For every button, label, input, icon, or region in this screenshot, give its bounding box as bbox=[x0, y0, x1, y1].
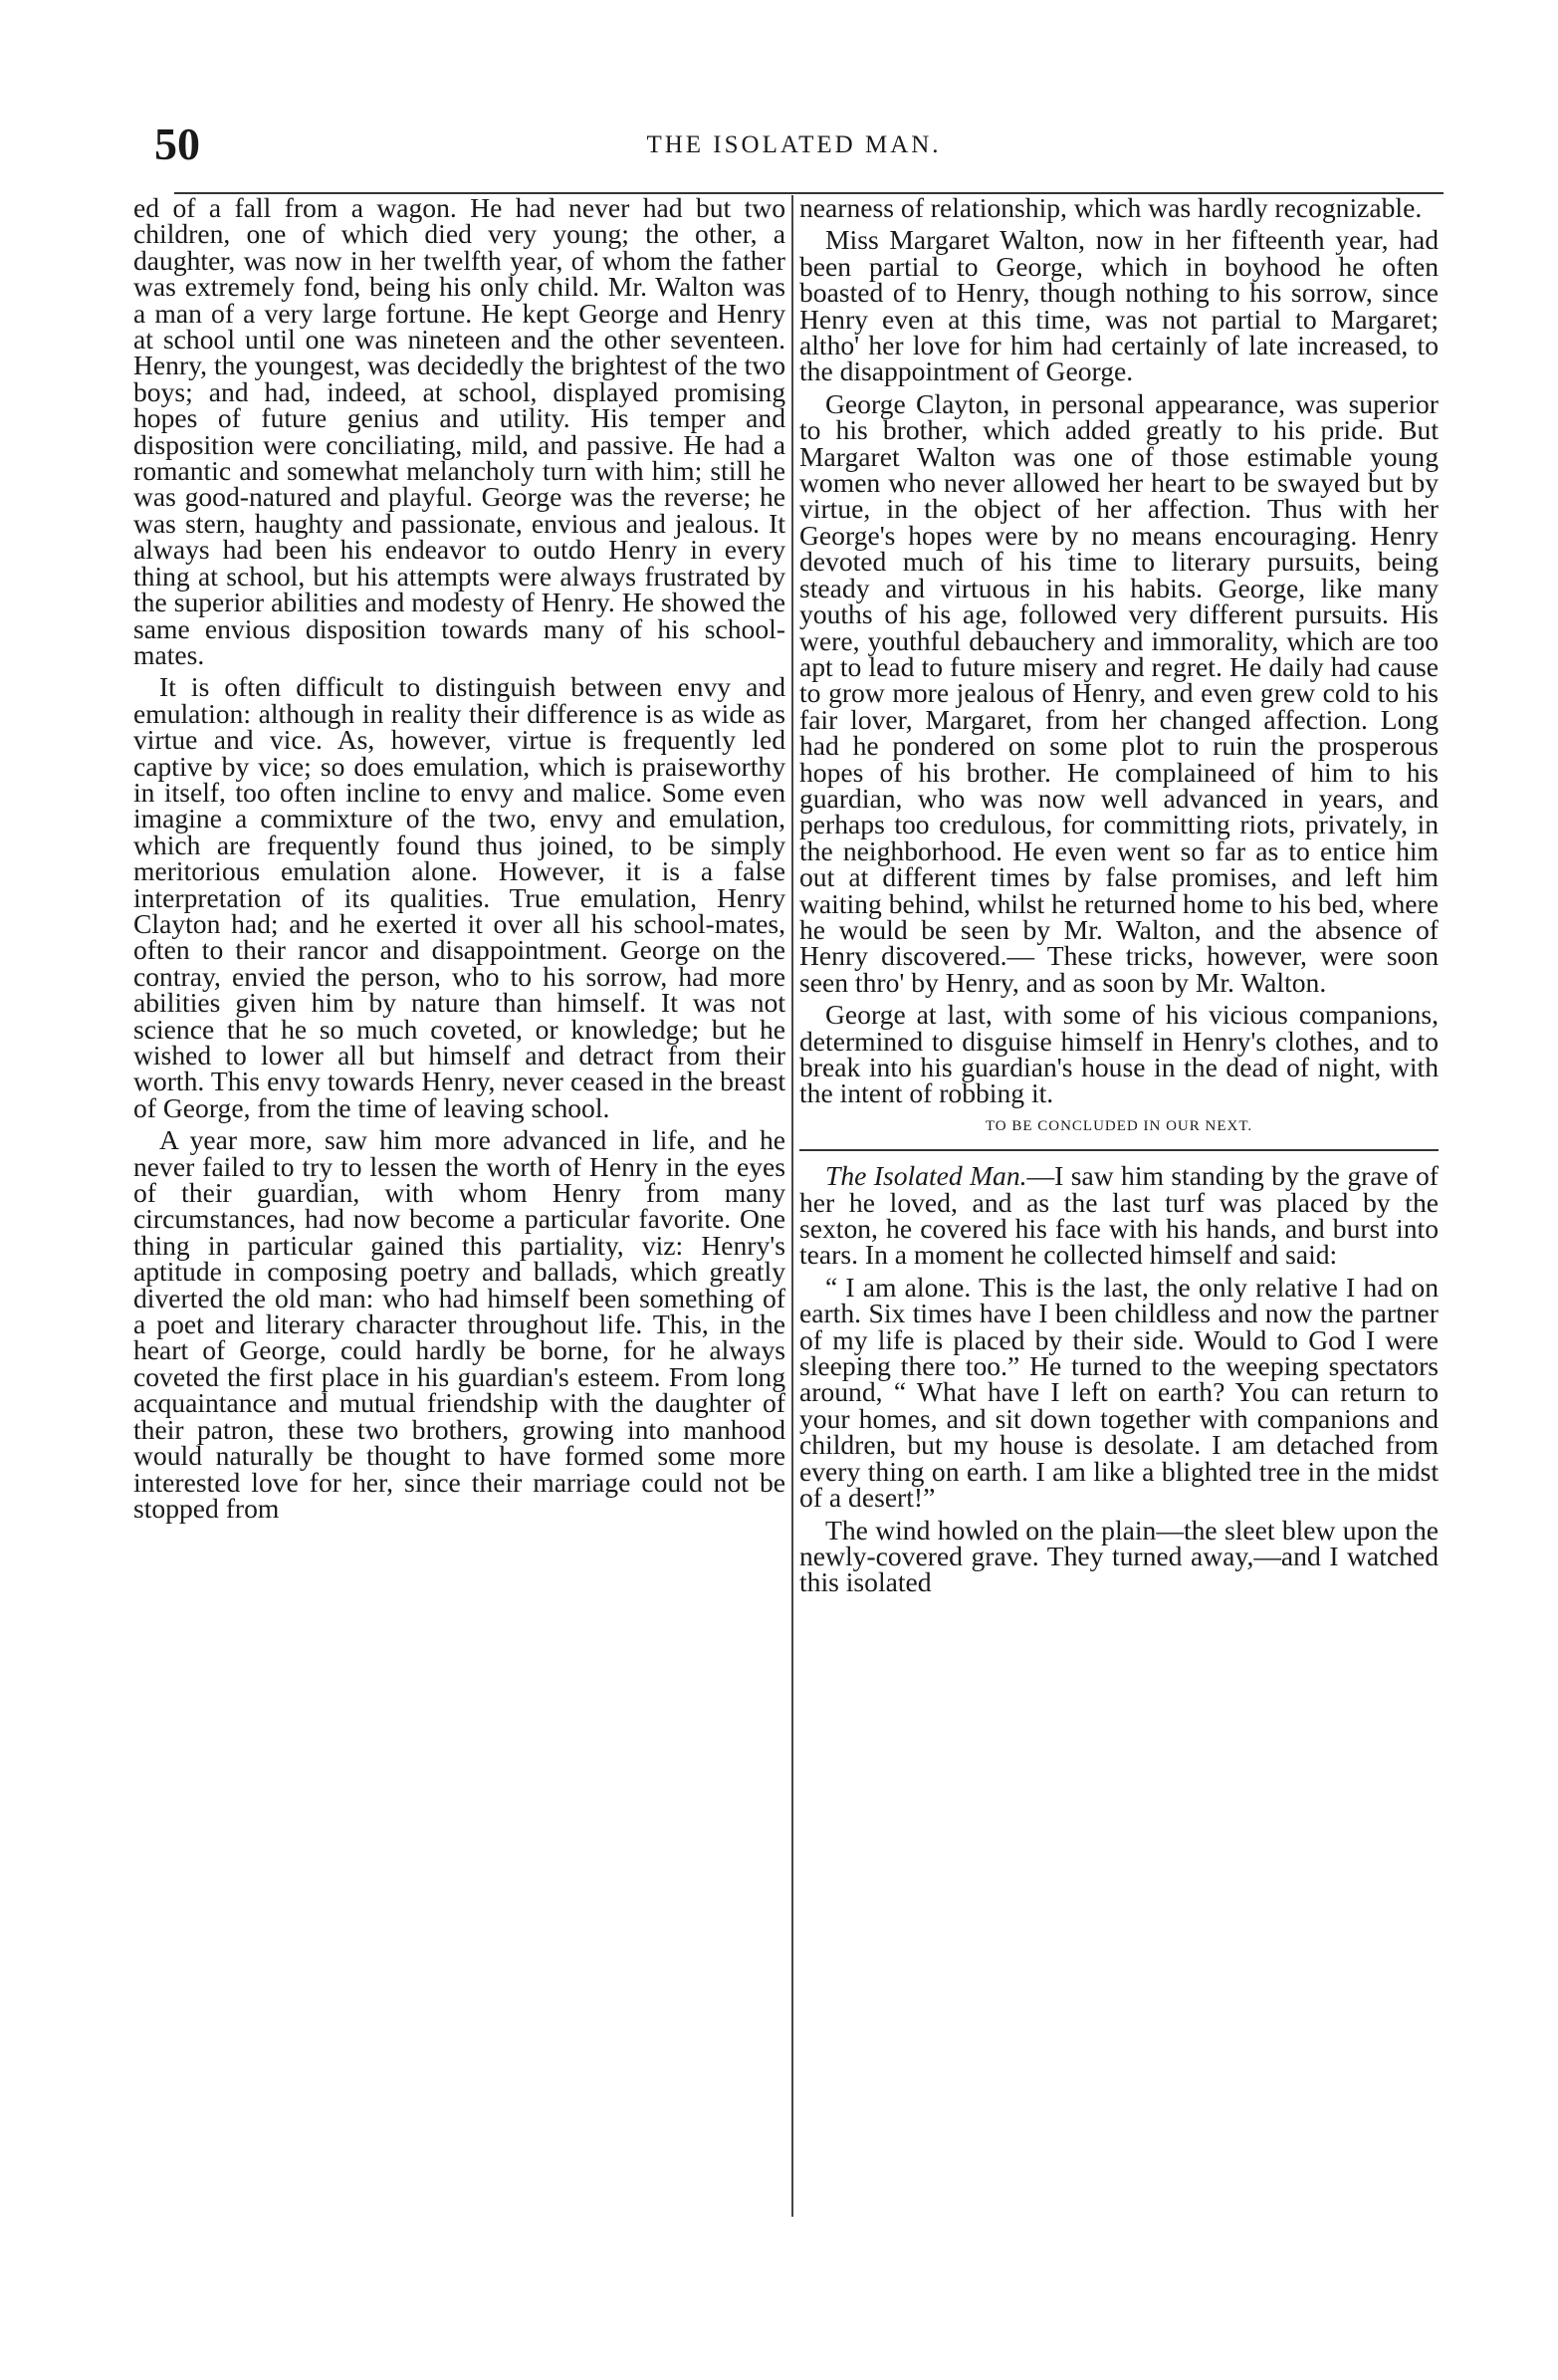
left-column bbox=[133, 195, 785, 2232]
page-number: 50 bbox=[154, 119, 200, 169]
left-paragraph-1: ed of a fall from a wagon. He had never had but two children, one of which died very young; the other, a daughter, was now in her twelfth year, of whom the father was extremely fond, being his only child. Mr. Walton was a man of a very large fortune. He kept George and Henry at school until one was nineteen and the other seventeen. Henry, the youngest, was decidedly the brightest of the two boys; and had, indeed, at school, displayed promising hopes of future genius and utility. His temper and disposition were conciliating, mild, and passive. He had a romantic and somewhat melancholy turn with him; still he was good-natured and playful. George was the reverse; he was stern, haughty and passionate, envious and jealous. It always had been his endeavor to outdo Henry in every thing at school, but his attempts were always frustrated by the superior abilities and modesty of Henry. He showed the same envious disposition towards many of his school-mates. bbox=[133, 195, 785, 670]
page-header bbox=[154, 118, 1434, 177]
to-be-concluded-note: TO BE CONCLUDED IN OUR NEXT. bbox=[985, 1117, 1253, 1134]
right-paragraph-2: Miss Margaret Walton, now in her fifteenth year, had been partial to George, which in boyhood he often boasted of to Henry, though nothing to his sorrow, since Henry even at this time, was not partial to Margaret; altho' her love for him had certainly of late increased, to the disappointment of George. bbox=[799, 224, 1439, 387]
right-paragraph-4: George at last, with some of his vicious companions, determined to disguise himself in Henry's clothes, and to break into his guardian's house in the dead of night, with the intent of robbing it. bbox=[799, 999, 1439, 1109]
header-rule bbox=[174, 192, 1444, 194]
right-column bbox=[799, 195, 1439, 2232]
running-title: THE ISOLATED MAN. bbox=[646, 131, 942, 158]
article-paragraph-1: —I saw him standing by the grave of her he loved, and as the last turf was placed by the sexton, he covered his face with his hands, and burst into tears. In a moment he collected himself and said: bbox=[799, 1160, 1439, 1271]
left-paragraph-2: It is often difficult to distinguish between envy and emulation: although in reality their difference is as wide as virtue and vice. As, however, virtue is frequently led captive by vice; so does emulation, which is praiseworthy in itself, too often incline to envy and malice. Some even imagine a commixture of the two, envy and emulation, which are frequently found thus joined, to be simply meritorious emulation alone. However, it is a false interpretation of its qualities. True emulation, Henry Clayton had; and he exerted it over all his school-mates, often to their rancor and disappointment. George on the contray, envied the person, who to his sorrow, had more abilities given him by nature than himself. It was not science that he so much coveted, or knowledge; but he wished to lower all but himself and detract from their worth. This envy towards Henry, never ceased in the breast of George, from the time of leaving school. bbox=[133, 671, 785, 1123]
right-paragraph-1: nearness of relationship, which was hardly recognizable. bbox=[799, 195, 1423, 223]
article-intro-paragraph bbox=[799, 1160, 1439, 1271]
section-rule bbox=[799, 1149, 1439, 1151]
left-paragraph-3: A year more, saw him more advanced in life, and he never failed to try to lessen the worth of Henry in the eyes of their guardian, with whom Henry from many circumstances, had now become a particular favorite. One thing in particular gained this partiality, viz: Henry's aptitude in composing poetry and ballads, which greatly diverted the old man: who had himself been something of a poet and literary character throughout life. This, in the heart of George, could hardly be borne, for he always coveted the first place in his guardian's esteem. From long acquaintance and mutual friendship with the daughter of their patron, these two brothers, growing into manhood would naturally be thought to have formed some more interested love for her, since their marriage could not be stopped from bbox=[133, 1124, 785, 1524]
article-title: The Isolated Man. bbox=[825, 1160, 1027, 1192]
column-divider bbox=[791, 195, 793, 2217]
article-paragraph-2: “ I am alone. This is the last, the only relative I had on earth. Six times have I been childless and now the partner of my life is placed by their side. Would to God I were sleeping there too.” He turned to the weeping spectators around, “ What have I left on earth? You can return to your homes, and sit down together with companions and children, but my house is desolate. I am detached from every thing on earth. I am like a blighted tree in the midst of a desert!” bbox=[799, 1271, 1439, 1514]
article-paragraph-3: The wind howled on the plain—the sleet blew upon the newly-covered grave. They turned away,—and I watched this isolated bbox=[799, 1514, 1439, 1598]
right-paragraph-3: George Clayton, in personal appearance, was superior to his brother, which added greatly to his pride. But Margaret Walton was one of those estimable young women who never allowed her heart to be swayed but by virtue, in the object of her affection. Thus with her George's hopes were by no means encouraging. Henry devoted much of his time to literary pursuits, being steady and virtuous in his habits. George, like many youths of his age, followed very different pursuits. His were, youthful debauchery and immorality, which are too apt to lead to future misery and regret. He daily had cause to grow more jealous of Henry, and even grew cold to his fair lover, Margaret, from her changed affection. Long had he pondered on some plot to ruin the prosperous hopes of his brother. He complaineed of him to his guardian, who was now well advanced in years, and perhaps too credulous, for committing riots, privately, in the neighborhood. He even went so far as to entice him out at different times by false promises, and left him waiting behind, whilst he returned home to his bed, where he would be seen by Mr. Walton, and the absence of Henry discovered.— These tricks, however, were soon seen thro' by Henry, and as soon by Mr. Walton. bbox=[799, 387, 1439, 998]
